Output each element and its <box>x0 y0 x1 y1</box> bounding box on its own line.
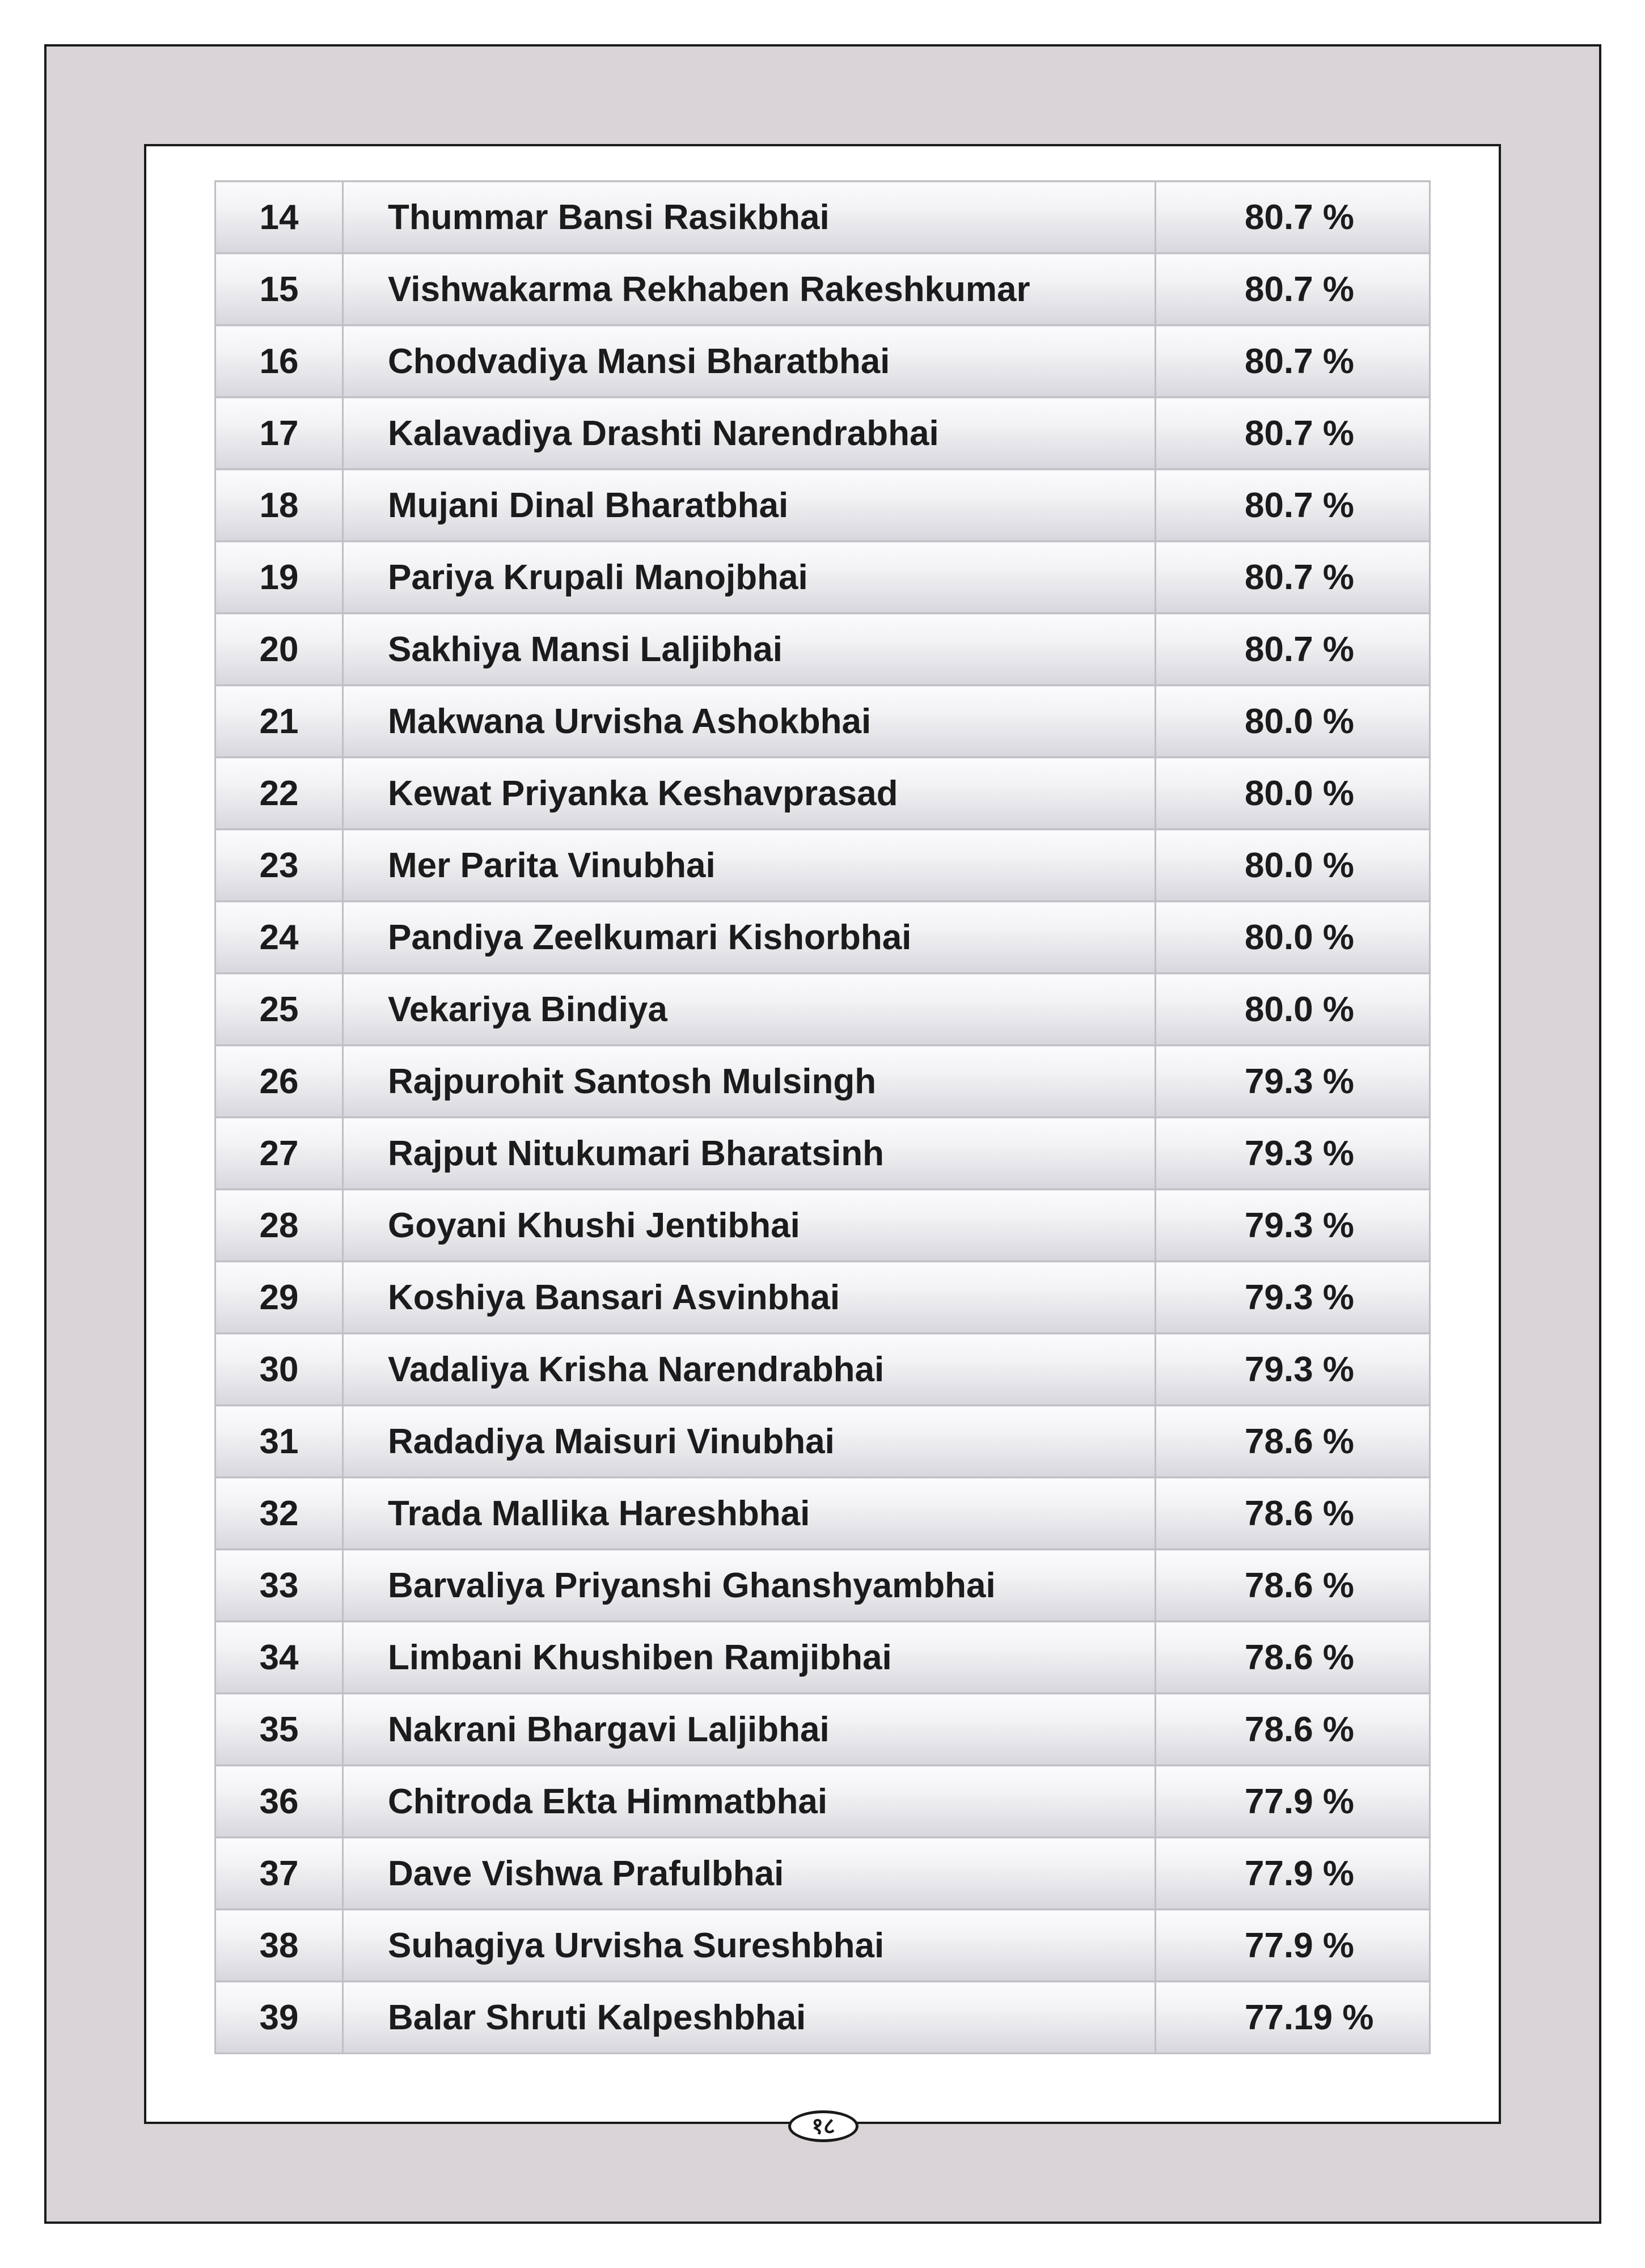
table-row <box>215 1550 1430 1622</box>
table-row <box>215 181 1430 253</box>
rank-cell: 24 <box>215 902 343 974</box>
percentage-cell: 79.3 % <box>1156 1190 1430 1262</box>
rank-cell: 26 <box>215 1046 343 1118</box>
table-row <box>215 469 1430 541</box>
percentage-cell: 79.3 % <box>1156 1118 1430 1190</box>
percentage-cell: 80.7 % <box>1156 181 1430 253</box>
name-cell: Sakhiya Mansi Laljibhai <box>343 613 1156 686</box>
rank-cell: 38 <box>215 1910 343 1982</box>
rank-cell: 36 <box>215 1766 343 1838</box>
table-row <box>215 253 1430 325</box>
rank-cell: 30 <box>215 1334 343 1406</box>
name-cell: Vekariya Bindiya <box>343 974 1156 1046</box>
name-cell: Kewat Priyanka Keshavprasad <box>343 758 1156 830</box>
table-row <box>215 1262 1430 1334</box>
percentage-cell: 80.0 % <box>1156 974 1430 1046</box>
table-row <box>215 686 1430 758</box>
percentage-cell: 80.0 % <box>1156 902 1430 974</box>
results-table <box>214 180 1431 2054</box>
table-row <box>215 1766 1430 1838</box>
rank-cell: 23 <box>215 830 343 902</box>
percentage-cell: 78.6 % <box>1156 1478 1430 1550</box>
percentage-cell: 78.6 % <box>1156 1406 1430 1478</box>
name-cell: Vishwakarma Rekhaben Rakeshkumar <box>343 253 1156 325</box>
rank-cell: 28 <box>215 1190 343 1262</box>
percentage-cell: 78.6 % <box>1156 1622 1430 1694</box>
name-cell: Nakrani Bhargavi Laljibhai <box>343 1694 1156 1766</box>
percentage-cell: 80.7 % <box>1156 325 1430 397</box>
rank-cell: 35 <box>215 1694 343 1766</box>
percentage-cell: 77.9 % <box>1156 1910 1430 1982</box>
rank-cell: 17 <box>215 397 343 469</box>
name-cell: Pandiya Zeelkumari Kishorbhai <box>343 902 1156 974</box>
rank-cell: 15 <box>215 253 343 325</box>
table-row <box>215 1118 1430 1190</box>
name-cell: Chitroda Ekta Himmatbhai <box>343 1766 1156 1838</box>
page-number: १८ <box>788 2110 859 2142</box>
name-cell: Rajput Nitukumari Bharatsinh <box>343 1118 1156 1190</box>
percentage-cell: 80.7 % <box>1156 469 1430 541</box>
rank-cell: 14 <box>215 181 343 253</box>
name-cell: Makwana Urvisha Ashokbhai <box>343 686 1156 758</box>
name-cell: Barvaliya Priyanshi Ghanshyambhai <box>343 1550 1156 1622</box>
name-cell: Trada Mallika Hareshbhai <box>343 1478 1156 1550</box>
rank-cell: 18 <box>215 469 343 541</box>
percentage-cell: 79.3 % <box>1156 1334 1430 1406</box>
percentage-cell: 80.7 % <box>1156 397 1430 469</box>
table-row <box>215 1334 1430 1406</box>
rank-cell: 16 <box>215 325 343 397</box>
name-cell: Limbani Khushiben Ramjibhai <box>343 1622 1156 1694</box>
name-cell: Kalavadiya Drashti Narendrabhai <box>343 397 1156 469</box>
name-cell: Goyani Khushi Jentibhai <box>343 1190 1156 1262</box>
name-cell: Vadaliya Krisha Narendrabhai <box>343 1334 1156 1406</box>
percentage-cell: 80.0 % <box>1156 830 1430 902</box>
rank-cell: 25 <box>215 974 343 1046</box>
percentage-cell: 80.7 % <box>1156 613 1430 686</box>
rank-cell: 32 <box>215 1478 343 1550</box>
table-row <box>215 974 1430 1046</box>
percentage-cell: 79.3 % <box>1156 1046 1430 1118</box>
table-row <box>215 325 1430 397</box>
table-row <box>215 397 1430 469</box>
rank-cell: 37 <box>215 1838 343 1910</box>
table-row <box>215 1478 1430 1550</box>
percentage-cell: 80.0 % <box>1156 686 1430 758</box>
percentage-cell: 79.3 % <box>1156 1262 1430 1334</box>
table-row <box>215 1622 1430 1694</box>
rank-cell: 34 <box>215 1622 343 1694</box>
name-cell: Mer Parita Vinubhai <box>343 830 1156 902</box>
rank-cell: 31 <box>215 1406 343 1478</box>
rank-cell: 29 <box>215 1262 343 1334</box>
rank-cell: 27 <box>215 1118 343 1190</box>
name-cell: Koshiya Bansari Asvinbhai <box>343 1262 1156 1334</box>
rank-cell: 39 <box>215 1982 343 2054</box>
table-row <box>215 613 1430 686</box>
table-row <box>215 1046 1430 1118</box>
percentage-cell: 77.19 % <box>1156 1982 1430 2054</box>
table-row <box>215 830 1430 902</box>
percentage-cell: 77.9 % <box>1156 1766 1430 1838</box>
name-cell: Mujani Dinal Bharatbhai <box>343 469 1156 541</box>
rank-cell: 33 <box>215 1550 343 1622</box>
percentage-cell: 80.0 % <box>1156 758 1430 830</box>
table-row <box>215 1190 1430 1262</box>
percentage-cell: 77.9 % <box>1156 1838 1430 1910</box>
rank-cell: 20 <box>215 613 343 686</box>
name-cell: Pariya Krupali Manojbhai <box>343 541 1156 613</box>
table-row <box>215 1982 1430 2054</box>
name-cell: Radadiya Maisuri Vinubhai <box>343 1406 1156 1478</box>
table-row <box>215 758 1430 830</box>
percentage-cell: 78.6 % <box>1156 1694 1430 1766</box>
table-row <box>215 1910 1430 1982</box>
table-row <box>215 1406 1430 1478</box>
results-table-body <box>215 181 1430 2054</box>
name-cell: Suhagiya Urvisha Sureshbhai <box>343 1910 1156 1982</box>
name-cell: Thummar Bansi Rasikbhai <box>343 181 1156 253</box>
rank-cell: 21 <box>215 686 343 758</box>
table-row <box>215 1838 1430 1910</box>
table-row <box>215 902 1430 974</box>
rank-cell: 22 <box>215 758 343 830</box>
rank-cell: 19 <box>215 541 343 613</box>
name-cell: Chodvadiya Mansi Bharatbhai <box>343 325 1156 397</box>
name-cell: Dave Vishwa Prafulbhai <box>343 1838 1156 1910</box>
table-row <box>215 541 1430 613</box>
name-cell: Rajpurohit Santosh Mulsingh <box>343 1046 1156 1118</box>
table-row <box>215 1694 1430 1766</box>
percentage-cell: 80.7 % <box>1156 541 1430 613</box>
percentage-cell: 80.7 % <box>1156 253 1430 325</box>
name-cell: Balar Shruti Kalpeshbhai <box>343 1982 1156 2054</box>
percentage-cell: 78.6 % <box>1156 1550 1430 1622</box>
